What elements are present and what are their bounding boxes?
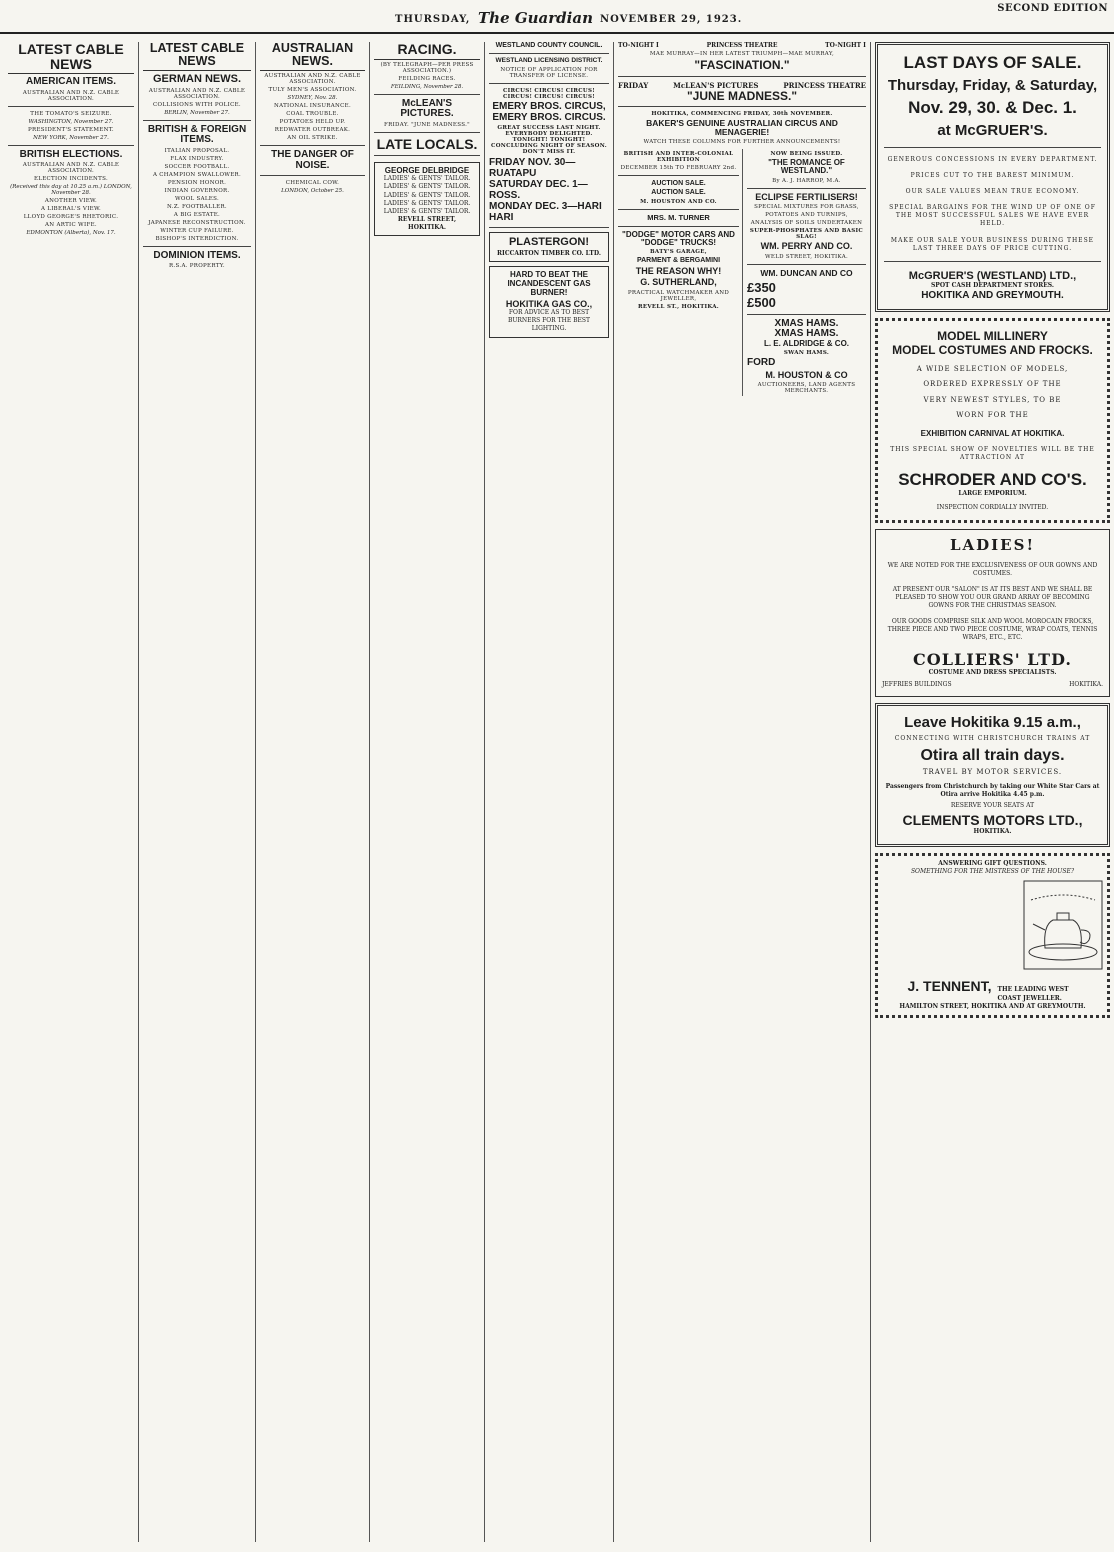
divider bbox=[489, 53, 609, 54]
tennent-tagline: THE LEADING WEST COAST JEWELLER. bbox=[997, 986, 1069, 1002]
colliers-address bbox=[882, 681, 1103, 688]
mcgruer-towns: HOKITIKA AND GREYMOUTH. bbox=[921, 289, 1064, 301]
advert-line: LADIES' & GENTS' TAILOR. bbox=[383, 191, 471, 199]
advert-title: PLASTERGON! bbox=[508, 236, 590, 249]
sale-line: PRICES CUT TO THE BAREST MINIMUM. bbox=[910, 172, 1075, 180]
divider bbox=[374, 132, 480, 133]
fertiliser-sub: SUPER-PHOSPHATES AND BASIC SLAG! bbox=[749, 228, 864, 241]
model-line: ORDERED EXPRESSLY OF THE bbox=[923, 380, 1062, 389]
section-heading: THE DANGER OF NOISE. bbox=[271, 149, 354, 171]
auction-title: AUCTION SALE. bbox=[651, 189, 706, 197]
divider bbox=[374, 94, 480, 95]
schroder-note: INSPECTION CORDIALLY INVITED. bbox=[936, 503, 1049, 511]
tennent-footer bbox=[882, 978, 1103, 1002]
story-title: COLLISIONS WITH POLICE. bbox=[153, 101, 241, 108]
mcgruer-company: McGRUER'S (WESTLAND) LTD., bbox=[908, 269, 1077, 282]
circus-date: MONDAY DEC. 3—HARI HARI bbox=[489, 201, 602, 224]
sale-location: at McGRUER'S. bbox=[937, 122, 1048, 139]
story-title: WOOL SALES. bbox=[174, 195, 220, 202]
notice-title: WESTLAND LICENSING DISTRICT. bbox=[495, 57, 603, 65]
price-value: £500 bbox=[746, 294, 776, 310]
column-heading: RACING. bbox=[374, 42, 480, 60]
gift-body-row bbox=[882, 880, 1103, 974]
divider bbox=[747, 264, 866, 265]
divider bbox=[618, 226, 739, 227]
model-title: MODEL MILLINERY bbox=[937, 328, 1048, 343]
ladies-title: LADIES! bbox=[949, 535, 1036, 554]
advert-title: GEORGE DELBRIDGE bbox=[384, 166, 470, 176]
story-title: CHEMICAL COW. bbox=[285, 180, 340, 187]
advert-gas-burner bbox=[489, 266, 609, 337]
story-title: A BIG ESTATE. bbox=[173, 211, 221, 218]
story-title: ITALIAN PROPOSAL. bbox=[164, 147, 230, 154]
column-cable-news-american bbox=[4, 42, 138, 1542]
advert-schroder bbox=[875, 318, 1110, 523]
divider bbox=[8, 145, 134, 146]
book-title: "THE ROMANCE OF WESTLAND." bbox=[768, 158, 845, 176]
section-heading: AMERICAN ITEMS. bbox=[26, 76, 116, 88]
colliers-name: COLLIERS' LTD. bbox=[913, 650, 1072, 670]
sale-line: GENEROUS CONCESSIONS IN EVERY DEPARTMENT. bbox=[887, 156, 1098, 163]
advert-company: RICCARTON TIMBER CO. LTD. bbox=[497, 250, 601, 258]
association-credit: AUSTRALIAN AND N.Z. CABLE ASSOCIATION. bbox=[22, 89, 120, 102]
story-title: ANOTHER VIEW. bbox=[44, 198, 98, 205]
price-row bbox=[747, 280, 866, 295]
sale-line: OUR SALE VALUES MEAN TRUE ECONOMY. bbox=[905, 188, 1080, 196]
story-dateline: FEILDING, November 28. bbox=[390, 83, 464, 90]
story-title: R.S.A. PROPERTY. bbox=[169, 263, 225, 270]
column-heading: LATEST CABLE NEWS bbox=[143, 42, 251, 71]
circus-ad-title: BAKER'S GENUINE AUSTRALIAN CIRCUS AND MENAGERIE! bbox=[646, 118, 838, 138]
schroder-subtitle: LARGE EMPORIUM. bbox=[958, 489, 1027, 497]
column-heading: LATEST CABLE NEWS bbox=[8, 42, 134, 74]
masthead-edition: SECOND EDITION bbox=[997, 3, 1108, 14]
price-row bbox=[747, 295, 866, 310]
divider bbox=[143, 120, 251, 121]
association-credit: AUSTRALIAN AND N.Z. CABLE ASSOCIATION. bbox=[264, 73, 361, 86]
association-credit: AUSTRALIAN AND N.Z. CABLE ASSOCIATION. bbox=[22, 162, 120, 175]
colliers-subtitle: COSTUME AND DRESS SPECIALISTS. bbox=[928, 669, 1057, 677]
sale-days: Thursday, Friday, & Saturday, bbox=[887, 77, 1098, 94]
leave-subtitle: CONNECTING WITH CHRISTCHURCH TRAINS AT bbox=[894, 735, 1091, 743]
stores-name: MRS. M. TURNER bbox=[647, 212, 710, 222]
swan-hams: SWAN HAMS. bbox=[783, 350, 830, 356]
telegraph-credit: (BY TELEGRAPH—PER PRESS ASSOCIATION.) bbox=[380, 61, 474, 74]
story-dateline: EDMONTON (Alberta), Nov. 17. bbox=[26, 230, 116, 237]
story-title: POTATOES HELD UP. bbox=[279, 119, 346, 126]
story-title: REDWATER OUTBREAK. bbox=[274, 127, 351, 134]
story-dateline: BERLIN, November 27. bbox=[164, 109, 230, 116]
section-heading: LATE LOCALS. bbox=[376, 135, 478, 152]
story-dateline: SYDNEY, Nov. 28. bbox=[287, 95, 338, 102]
ladies-line: OUR GOODS COMPRISE SILK AND WOOL MOROCAIN FROCKS, THREE PIECE AND TWO PIECE COSTUME, WRAP COATS, TENNIS WRAPS, ETC., ETC. bbox=[887, 618, 1098, 642]
aldridge-name: L. E. ALDRIDGE & CO. bbox=[763, 338, 850, 348]
auctioneer-name: M. HOUSTON AND CO. bbox=[640, 198, 717, 205]
mclean-film: "JUNE MADNESS." bbox=[686, 88, 798, 103]
reason-title: THE REASON WHY! bbox=[635, 265, 722, 276]
circus-tagline: GREAT SUCCESS LAST NIGHT. EVERYBODY DELIGHTED. TONIGHT! TONIGHT! CONCLUDING NIGHT OF SEASON. DON'T MISS IT. bbox=[491, 125, 607, 156]
perry-name: WM. PERRY AND CO. bbox=[760, 241, 853, 252]
circus-title: EMERY BROS. CIRCUS, EMERY BROS. CIRCUS. bbox=[492, 101, 606, 123]
reserve-line: RESERVE YOUR SEATS AT bbox=[950, 802, 1035, 810]
circus-date: SATURDAY DEC. 1—ROSS. bbox=[489, 179, 588, 202]
advert-clements-motors bbox=[875, 703, 1110, 847]
section-heading: BRITISH & FOREIGN ITEMS. bbox=[147, 123, 247, 146]
advert-address: REVELL STREET, HOKITIKA. bbox=[397, 215, 457, 231]
tennent-name: J. TENNENT, bbox=[907, 978, 992, 995]
column-advertisements bbox=[613, 42, 870, 1542]
column-cable-news-german bbox=[138, 42, 255, 1542]
advert-mcgruer-sale bbox=[875, 42, 1110, 312]
ladies-line: WE ARE NOTED FOR THE EXCLUSIVENESS OF OUR GOWNS AND COSTUMES. bbox=[887, 561, 1098, 577]
clements-town: HOKITIKA. bbox=[973, 828, 1012, 836]
gift-subheading: SOMETHING FOR THE MISTRESS OF THE HOUSE? bbox=[910, 868, 1075, 876]
carnival-note: THIS SPECIAL SHOW OF NOVELTIES WILL BE THE ATTRACTION AT bbox=[890, 445, 1095, 461]
model-line: WORN FOR THE bbox=[956, 411, 1029, 420]
sale-line: MAKE OUR SALE YOUR BUSINESS DURING THESE LAST THREE DAYS OF PRICE CUTTING. bbox=[890, 236, 1095, 252]
story-dateline: NEW YORK, November 27. bbox=[33, 134, 109, 141]
divider bbox=[260, 145, 365, 146]
xmas-title: XMAS HAMS. bbox=[774, 317, 839, 329]
divider bbox=[489, 227, 609, 228]
story-dateline: WASHINGTON, November 27. bbox=[28, 118, 114, 125]
circus-header: CIRCUS! CIRCUS! CIRCUS! CIRCUS! CIRCUS! CIRCUS! bbox=[503, 88, 595, 101]
divider bbox=[884, 147, 1101, 148]
divider bbox=[618, 209, 739, 210]
ladies-line: AT PRESENT OUR "SALON" IS AT ITS BEST AND WE SHALL BE PLEASED TO SHOW YOU OUR GRAND ARRAY OF BECOMING GOWNS FOR THE CHRISTMAS SEASON. bbox=[892, 585, 1093, 610]
notice-subtitle: NOTICE OF APPLICATION FOR TRANSFER OF LICENSE. bbox=[500, 67, 598, 80]
story-title: NATIONAL INSURANCE. bbox=[273, 103, 351, 110]
travel-line: TRAVEL BY MOTOR SERVICES. bbox=[922, 768, 1063, 777]
sutherland-address: REVELL ST., HOKITIKA. bbox=[637, 303, 719, 310]
houston-subtitle: AUCTIONEERS, LAND AGENTS MERCHANTS. bbox=[757, 381, 856, 394]
theatre-header bbox=[618, 42, 866, 49]
story-title: AN OIL STRIKE. bbox=[287, 135, 338, 142]
exhibition-dates: DECEMBER 15th TO FEBRUARY 2nd. bbox=[620, 165, 737, 172]
masthead bbox=[0, 0, 1114, 34]
model-line: VERY NEWEST STYLES, TO BE bbox=[923, 395, 1062, 404]
divider bbox=[374, 155, 480, 156]
book-heading: NOW BEING ISSUED. bbox=[770, 151, 843, 158]
theatre-tonight-left: TO-NIGHT I bbox=[618, 42, 659, 49]
masthead-day: THURSDAY, bbox=[395, 14, 471, 25]
story-title: A CHAMPION SWALLOWER. bbox=[152, 171, 242, 178]
section-heading: McLEAN'S PICTURES. bbox=[400, 97, 454, 120]
theatre-tonight-right: TO-NIGHT I bbox=[825, 42, 866, 49]
gift-text bbox=[882, 880, 1019, 974]
association-credit: AUSTRALIAN AND N.Z. CABLE ASSOCIATION. bbox=[148, 87, 246, 100]
story-title: THE TOMATO'S SEIZURE. bbox=[30, 110, 112, 117]
advert-line: LADIES' & GENTS' TAILOR. bbox=[383, 207, 471, 215]
story-dateline: (Received this day at 10.25 a.m.) LONDON, November 28. bbox=[10, 184, 132, 197]
houston-name: M. HOUSTON & CO bbox=[765, 369, 848, 380]
story-title: FRIDAY. "JUNE MADNESS." bbox=[384, 121, 470, 128]
clements-name: CLEMENTS MOTORS LTD., bbox=[902, 812, 1083, 829]
divider bbox=[143, 246, 251, 247]
book-author: By A. J. HARROP, M.A. bbox=[772, 177, 841, 184]
divider bbox=[618, 106, 866, 107]
schroder-name: SCHRODER AND CO'S. bbox=[898, 469, 1087, 489]
xmas-title: XMAS HAMS. bbox=[774, 328, 839, 340]
circus-commencing: HOKITIKA, COMMENCING FRIDAY, 30th NOVEMBER. bbox=[651, 111, 833, 118]
dodge-title: "DODGE" MOTOR CARS AND "DODGE" TRUCKS! bbox=[622, 229, 735, 247]
story-title: INDIAN GOVERNOR. bbox=[164, 187, 230, 194]
notice-title: WESTLAND COUNTY COUNCIL. bbox=[495, 42, 603, 49]
story-title: BISHOP'S INTERDICTION. bbox=[155, 235, 239, 242]
divider bbox=[747, 314, 866, 315]
story-title: AN ARTIC WIFE. bbox=[45, 222, 97, 229]
teaset-illustration-icon bbox=[1023, 880, 1103, 970]
story-title: N.Z. FOOTBALLER. bbox=[167, 203, 227, 210]
ford-title: FORD bbox=[746, 357, 776, 368]
tennent-address: HAMILTON STREET, HOKITIKA AND AT GREYMOUTH. bbox=[899, 1002, 1086, 1010]
section-heading: GERMAN NEWS. bbox=[153, 73, 241, 86]
fertiliser-line: POTATOES AND TURNIPS, bbox=[765, 212, 848, 219]
ad-subcolumn-left bbox=[618, 149, 743, 396]
carnival-title: EXHIBITION CARNIVAL AT HOKITIKA. bbox=[920, 428, 1065, 438]
mclean-title: McLEAN'S PICTURES bbox=[673, 80, 759, 90]
sale-line: SPECIAL BARGAINS FOR THE WIND UP OF ONE OF THE MOST SUCCESSFUL SALES WE HAVE EVER HELD. bbox=[889, 204, 1096, 228]
advert-line: LADIES' & GENTS' TAILOR. bbox=[383, 175, 471, 183]
section-heading: DOMINION ITEMS. bbox=[153, 249, 241, 261]
column-display-ads bbox=[870, 42, 1114, 1542]
masthead-date: NOVEMBER 29, 1923. bbox=[600, 14, 743, 25]
gift-heading: ANSWERING GIFT QUESTIONS. bbox=[938, 860, 1047, 868]
column-heading: AUSTRALIAN NEWS. bbox=[260, 42, 365, 71]
fertiliser-title: ECLIPSE FERTILISERS! bbox=[755, 191, 858, 202]
exhibition-title: BRITISH AND INTER-COLONIAL EXHIBITION bbox=[623, 151, 734, 164]
story-title: A LIBERAL'S VIEW. bbox=[40, 206, 102, 213]
sutherland-name: G. SUTHERLAND, bbox=[640, 277, 717, 288]
perry-address: WELD STREET, HOKITIKA. bbox=[764, 253, 849, 260]
story-title: FLAX INDUSTRY. bbox=[170, 155, 224, 162]
passengers-note: Passengers from Christchurch by taking our White Star Cars at Otira arrive Hokitika 4.45 p.m. bbox=[885, 782, 1100, 798]
mcgruer-subtitle: SPOT CASH DEPARTMENT STORES. bbox=[930, 281, 1055, 289]
advert-subtitle: FOR ADVICE AS TO BEST BURNERS FOR THE BEST LIGHTING. bbox=[507, 309, 591, 333]
story-title: ELECTION INCIDENTS. bbox=[33, 176, 109, 183]
colliers-building: JEFFRIES BUILDINGS bbox=[882, 681, 952, 689]
auction-title: AUCTION SALE. bbox=[651, 180, 706, 188]
ad-grid bbox=[618, 149, 866, 396]
model-title: MODEL COSTUMES AND FROCKS. bbox=[892, 342, 1093, 357]
divider bbox=[489, 83, 609, 84]
price-value: £350 bbox=[746, 279, 776, 295]
sutherland-trade: PRACTICAL WATCHMAKER AND JEWELLER, bbox=[627, 289, 730, 302]
story-title: PENSION HONOR. bbox=[167, 179, 227, 186]
column-australian-news bbox=[255, 42, 369, 1542]
story-title: TULY MEN'S ASSOCIATION. bbox=[268, 87, 357, 94]
divider bbox=[618, 76, 866, 77]
divider bbox=[8, 106, 134, 107]
story-title: SOCCER FOOTBALL. bbox=[164, 163, 230, 170]
divider bbox=[884, 261, 1101, 262]
gift-illustration bbox=[1023, 880, 1103, 974]
divider bbox=[747, 188, 866, 189]
column-racing-locals bbox=[369, 42, 484, 1542]
advert-company: HOKITIKA GAS CO., bbox=[505, 299, 593, 310]
story-title: COAL TROUBLE. bbox=[286, 111, 339, 118]
theatre-name: PRINCESS THEATRE bbox=[706, 42, 778, 49]
advert-tennent bbox=[875, 853, 1110, 1017]
model-line: A WIDE SELECTION OF MODELS, bbox=[916, 364, 1069, 373]
fertiliser-line: ANALYSIS OF SOILS UNDERTAKEN bbox=[750, 220, 863, 227]
colliers-town: HOKITIKA. bbox=[1069, 681, 1103, 689]
advert-line: LADIES' & GENTS' TAILOR. bbox=[383, 199, 471, 207]
fertiliser-line: SPECIAL MIXTURES FOR GRASS, bbox=[754, 204, 859, 211]
parment-name: PARMENT & BERGAMINI bbox=[636, 257, 721, 265]
circus-watch: WATCH THESE COLUMNS FOR FURTHER ANNOUNCEMENTS! bbox=[643, 139, 841, 146]
advert-delbridge bbox=[374, 162, 480, 236]
divider bbox=[618, 175, 739, 176]
duncan-name: WM. DUNCAN AND CO bbox=[760, 267, 853, 278]
otira-title: Otira all train days. bbox=[920, 747, 1065, 765]
story-dateline: LONDON, October 25. bbox=[281, 188, 344, 195]
theatre-line: MAE MURRAY—IN HER LATEST TRIUMPH—MAE MURRAY, bbox=[649, 51, 835, 57]
advert-colliers bbox=[875, 529, 1110, 697]
advert-title: HARD TO BEAT THE INCANDESCENT GAS BURNER! bbox=[507, 270, 591, 298]
story-title: LLOYD GEORGE'S RHETORIC. bbox=[23, 214, 119, 221]
advert-line: LADIES' & GENTS' TAILOR. bbox=[383, 183, 471, 191]
ad-subcolumn-right bbox=[747, 149, 866, 396]
advert-plastergon bbox=[489, 232, 609, 262]
section-heading: BRITISH ELECTIONS. bbox=[19, 148, 123, 160]
story-title: FEILDING RACES. bbox=[398, 75, 456, 82]
story-title: WINTER CUP FAILURE. bbox=[160, 227, 234, 234]
story-title: PRESIDENT'S STATEMENT. bbox=[28, 126, 114, 133]
mclean-day: FRIDAY bbox=[618, 80, 649, 90]
theatre-film: "FASCINATION." bbox=[694, 58, 790, 72]
masthead-paper-name: The Guardian bbox=[478, 9, 593, 27]
leave-title: Leave Hokitika 9.15 a.m., bbox=[904, 714, 1081, 732]
circus-date: FRIDAY NOV. 30—RUATAPU bbox=[489, 157, 576, 180]
divider bbox=[260, 175, 365, 176]
garage-name: BATY'S GARAGE, bbox=[649, 249, 707, 256]
sale-dates: Nov. 29, 30. & Dec. 1. bbox=[908, 98, 1077, 117]
sale-title: LAST DAYS OF SALE. bbox=[903, 53, 1082, 72]
mclean-theatre: PRINCESS THEATRE bbox=[783, 80, 866, 90]
column-notices bbox=[484, 42, 613, 1542]
story-title: JAPANESE RECONSTRUCTION. bbox=[148, 219, 246, 226]
